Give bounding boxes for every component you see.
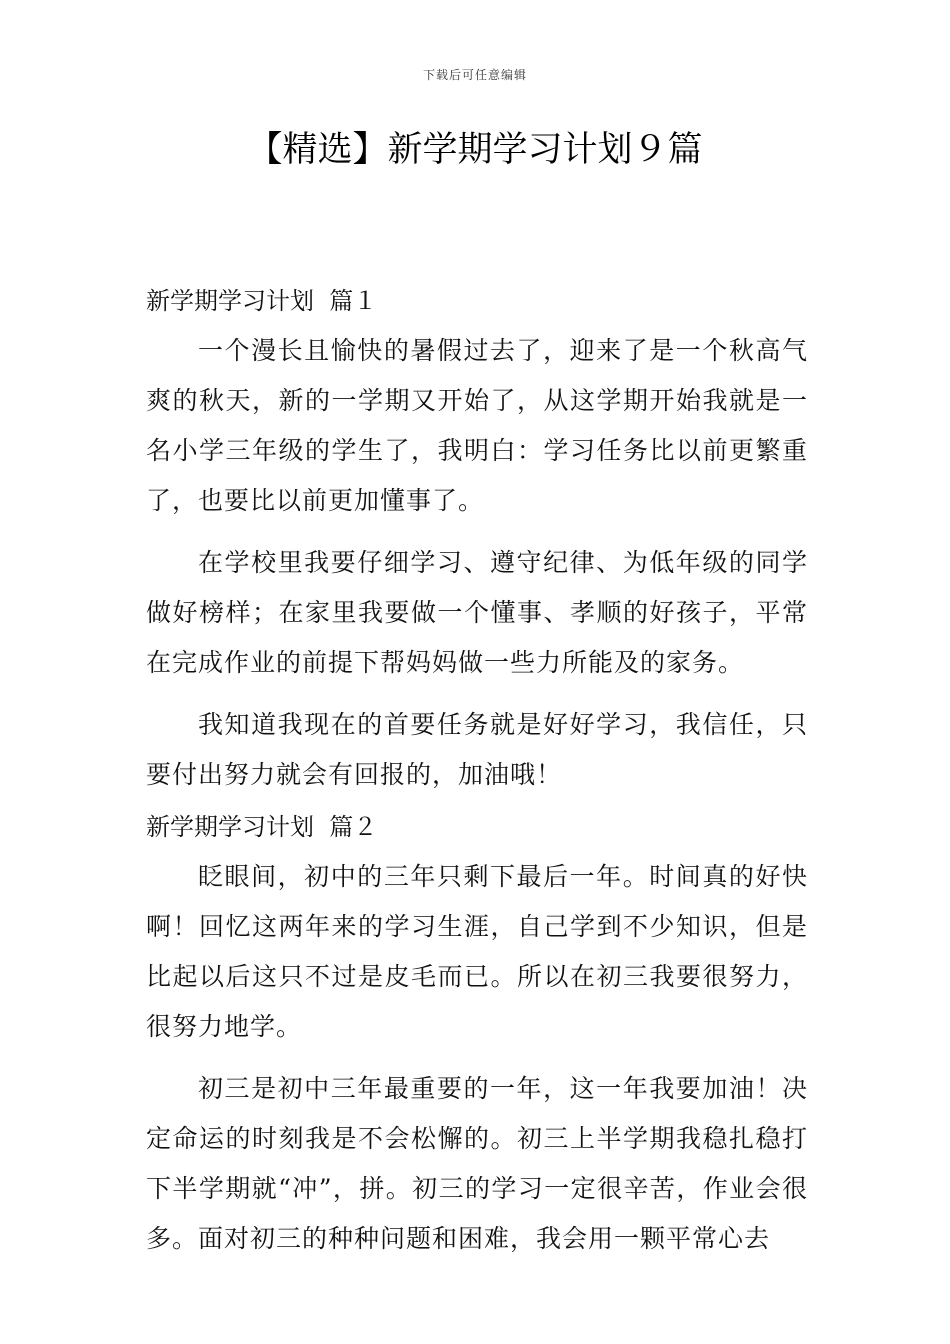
paragraph: 初三是初中三年最重要的一年，这一年我要加油！决定命运的时刻我是不会松懈的。初三上半学期我稳扎稳打下半学期就“冲”，拼。初三的学习一定很辛苦，作业会很多。面对初三的种种问题和困难，我会用一颗平常心去 [146, 1074, 808, 1253]
document-body [146, 276, 808, 1276]
paragraph: 一个漫长且愉快的暑假过去了，迎来了是一个秋高气爽的秋天，新的一学期又开始了，从这学期开始我就是一名小学三年级的学生了，我明白：学习任务比以前更繁重了，也要比以前更加懂事了。 [146, 336, 808, 515]
paragraph: 在学校里我要仔细学习、遵守纪律、为低年级的同学做好榜样；在家里我要做一个懂事、孝顺的好孩子，平常在完成作业的前提下帮妈妈做一些力所能及的家务。 [146, 548, 808, 677]
paragraph: 眨眼间，初中的三年只剩下最后一年。时间真的好快啊！回忆这两年来的学习生涯，自己学到不少知识，但是比起以后这只不过是皮毛而已。所以在初三我要很努力，很努力地学。 [146, 862, 808, 1041]
paragraph: 我知道我现在的首要任务就是好好学习，我信任，只要付出努力就会有回报的，加油哦！ [146, 710, 808, 789]
section-heading-1: 新学期学习计划 篇１ [146, 287, 378, 315]
document-title: 【精选】新学期学习计划９篇 [247, 130, 703, 170]
section-heading-2: 新学期学习计划 篇２ [146, 813, 378, 841]
header-note: 下载后可任意编辑 [422, 68, 527, 82]
